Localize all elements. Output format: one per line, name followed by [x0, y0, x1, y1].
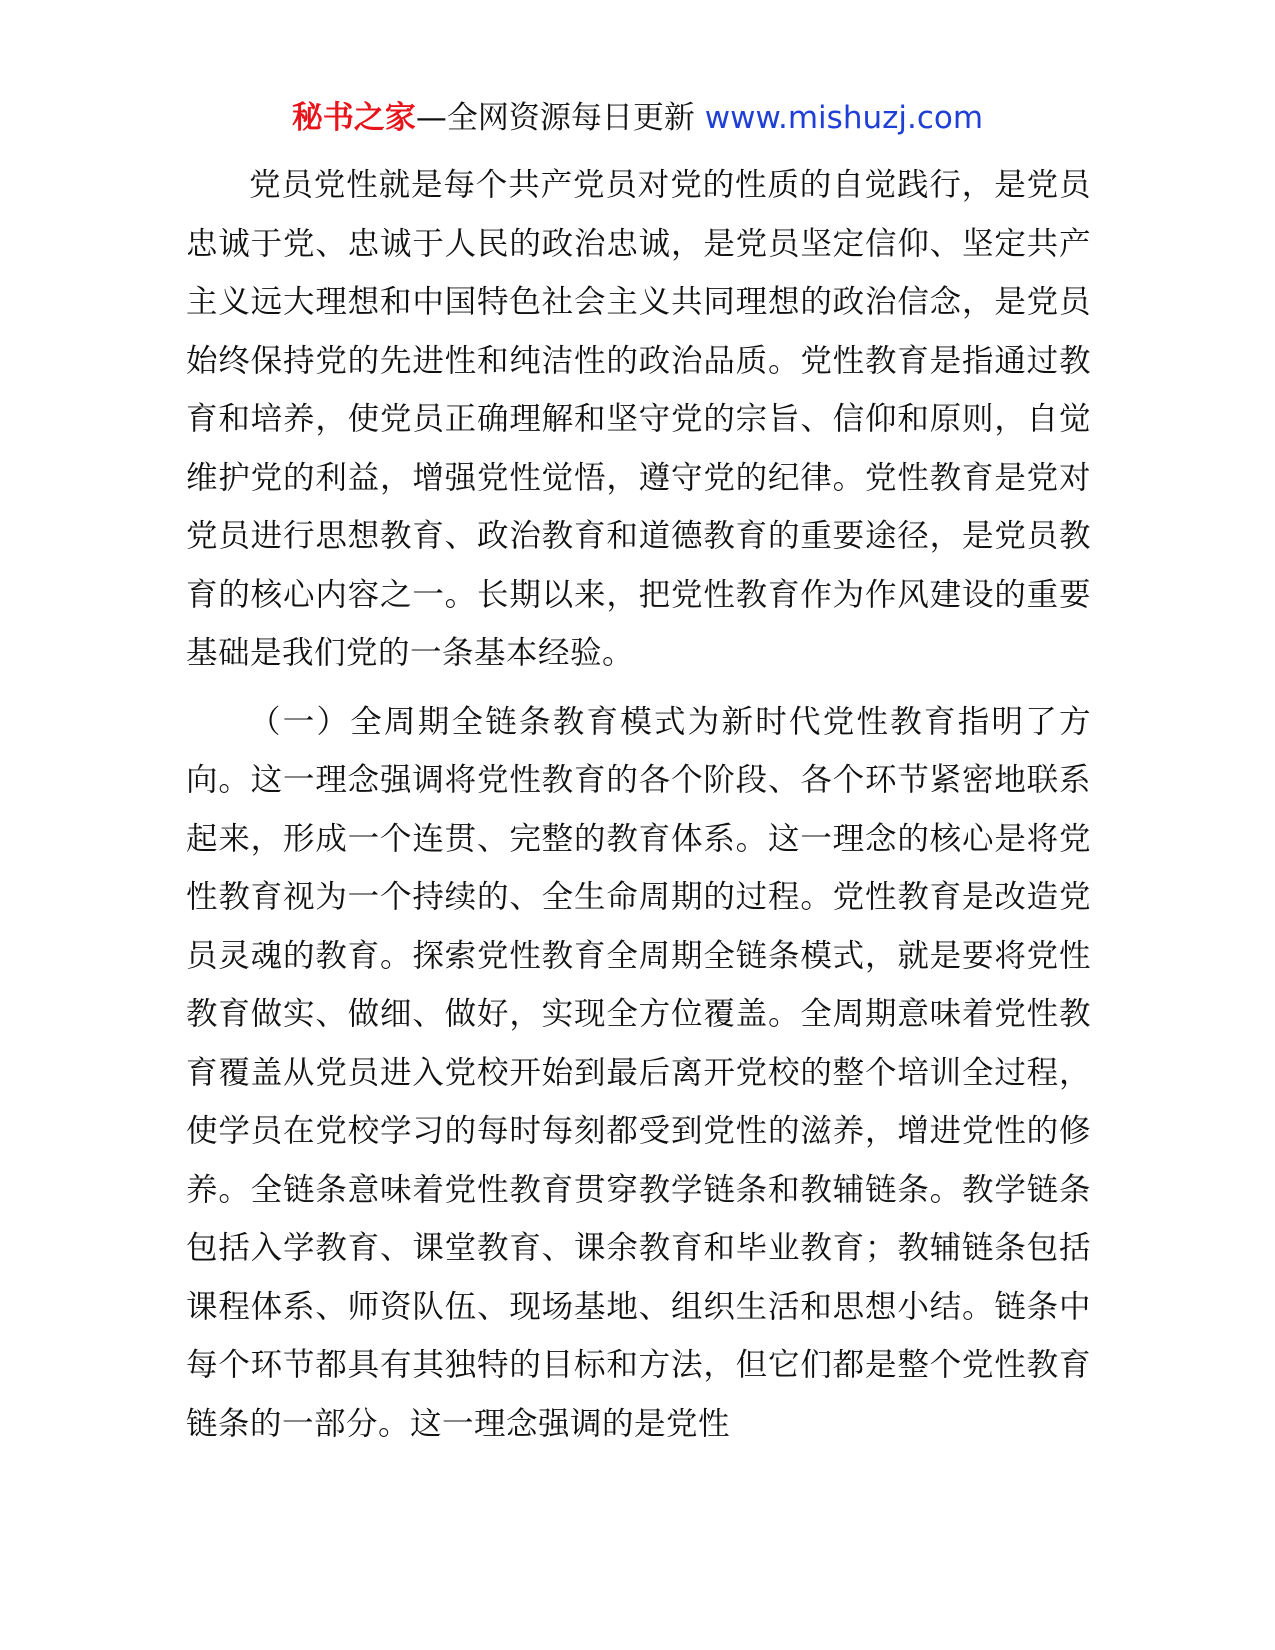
brand-name: 秘书之家 — [291, 100, 416, 136]
paragraph-intro: 党员党性就是每个共产党员对党的性质的自觉践行，是党员忠诚于党、忠诚于人民的政治忠诚，是党员坚定信仰、坚定共产主义远大理想和中国特色社会主义共同理想的政治信念，是党员始终保持党的先进性和纯洁性的政治品质。党性教育是指通过教育和培养，使党员正确理解和坚守党的宗旨、信仰和原则，自觉维护党的利益，增强党性觉悟，遵守党的纪律。党性教育是党对党员进行思想教育、政治教育和道德教育的重要途径，是党员教育的核心内容之一。长期以来，把党性教育作为作风建设的重要基础是我们党的一条基本经验。 — [186, 167, 1091, 671]
header-tagline: —全网资源每日更新 — [415, 100, 705, 136]
document-body — [186, 156, 1091, 1453]
site-url[interactable]: www.mishuzj.com — [704, 100, 984, 136]
paragraph-section-1: （一）全周期全链条教育模式为新时代党性教育指明了方向。这一理念强调将党性教育的各个阶段、各个环节紧密地联系起来，形成一个连贯、完整的教育体系。这一理念的核心是将党性教育视为一个持续的、全生命周期的过程。党性教育是改造党员灵魂的教育。探索党性教育全周期全链条模式，就是要将党性教育做实、做细、做好，实现全方位覆盖。全周期意味着党性教育覆盖从党员进入党校开始到最后离开党校的整个培训全过程，使学员在党校学习的每时每刻都受到党性的滋养，增进党性的修养。全链条意味着党性教育贯穿教学链条和教辅链条。教学链条包括入学教育、课堂教育、课余教育和毕业教育；教辅链条包括课程体系、师资队伍、现场基地、组织生活和思想小结。链条中每个环节都具有其独特的目标和方法，但它们都是整个党性教育链条的一部分。这一理念强调的是党性 — [186, 703, 1091, 1442]
site-header — [0, 98, 1275, 138]
